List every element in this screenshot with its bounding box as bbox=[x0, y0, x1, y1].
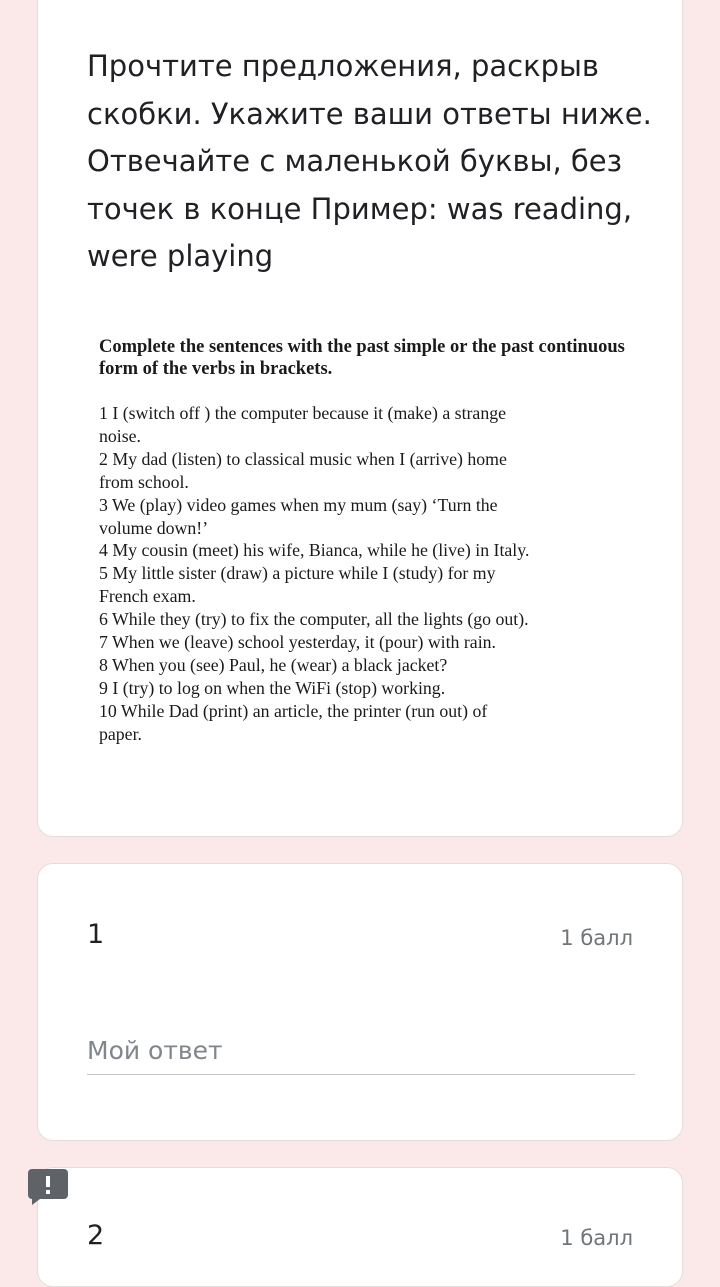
task-image bbox=[99, 336, 639, 746]
question-points: 1 балл bbox=[560, 926, 633, 950]
question-card-2 bbox=[37, 1167, 683, 1287]
task-line: 9 I (try) to log on when the WiFi (stop) working. bbox=[99, 677, 446, 698]
description-card bbox=[37, 0, 683, 837]
task-line: from school. bbox=[99, 471, 189, 492]
task-line: 3 We (play) video games when my mum (say) ‘Turn the bbox=[99, 494, 498, 515]
question-title: 1 bbox=[87, 919, 105, 950]
answer-input[interactable] bbox=[87, 1027, 635, 1075]
report-problem-icon bbox=[28, 1169, 68, 1205]
question-card-1 bbox=[37, 863, 683, 1141]
task-line: 7 When we (leave) school yesterday, it (pour) with rain. bbox=[99, 632, 496, 653]
task-line: 5 My little sister (draw) a picture while I (study) for my bbox=[99, 563, 496, 584]
task-line: noise. bbox=[99, 425, 141, 446]
task-lines bbox=[99, 402, 639, 746]
task-line: French exam. bbox=[99, 586, 196, 607]
task-heading: Complete the sentences with the past simple or the past continuous form of the verbs in brackets. bbox=[99, 337, 625, 379]
task-line: volume down!’ bbox=[99, 517, 209, 538]
task-line: 2 My dad (listen) to classical music when I (arrive) home bbox=[99, 448, 507, 469]
task-line: 1 I (switch off ) the computer because it (make) a strange bbox=[99, 403, 506, 423]
question-points: 1 балл bbox=[560, 1226, 633, 1250]
form-description: Прочтите предложения, раскрыв скобки. Укажите ваши ответы ниже. Отвечайте с маленькой буквы, без точек в конце Пример: was reading, were playing bbox=[87, 49, 652, 273]
task-line: 6 While they (try) to fix the computer, all the lights (go out). bbox=[99, 609, 529, 630]
task-line: 4 My cousin (meet) his wife, Bianca, while he (live) in Italy. bbox=[99, 540, 530, 561]
question-title: 2 bbox=[87, 1220, 105, 1251]
task-line: 8 When you (see) Paul, he (wear) a black jacket? bbox=[99, 654, 448, 675]
task-line: paper. bbox=[99, 723, 142, 744]
task-line: 10 While Dad (print) an article, the printer (run out) of bbox=[99, 700, 488, 721]
report-problem-button[interactable] bbox=[28, 1169, 68, 1205]
